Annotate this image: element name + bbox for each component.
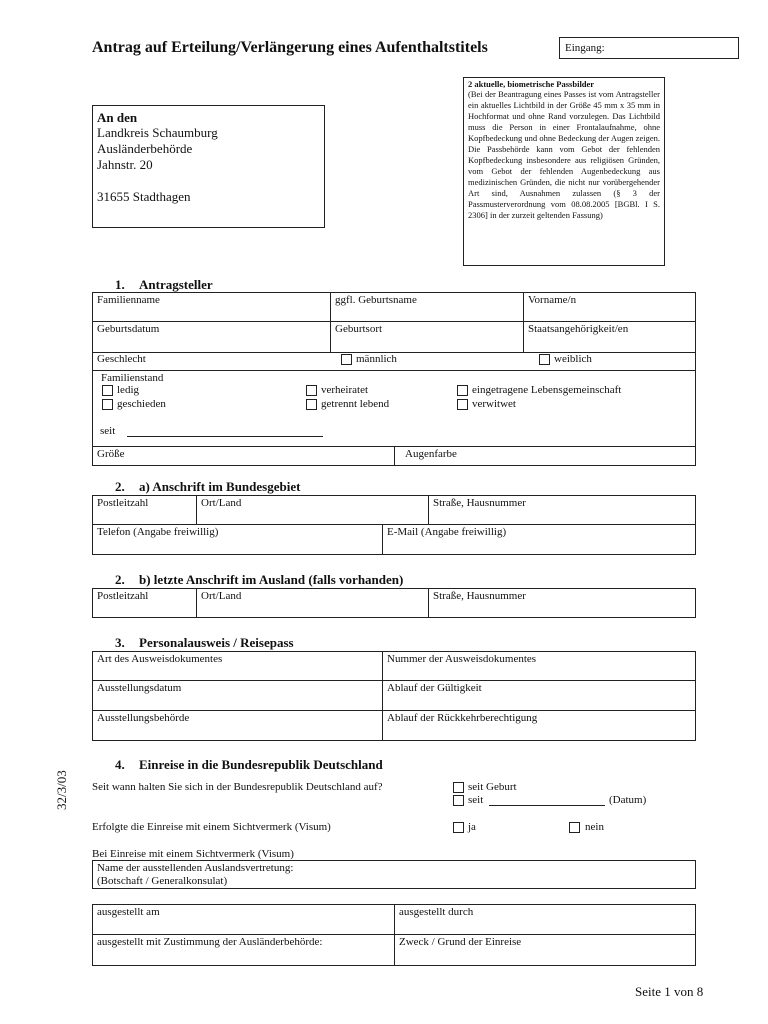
geschlecht-row: Geschlecht bbox=[92, 352, 696, 371]
verheiratet-label: verheiratet bbox=[321, 384, 369, 396]
zweck-field[interactable]: Zweck / Grund der Einreise bbox=[394, 934, 696, 966]
seit-label: seit bbox=[100, 425, 116, 437]
ausweis-nummer-field[interactable]: Nummer der Ausweisdokumentes bbox=[382, 651, 696, 681]
eingang-field[interactable] bbox=[559, 37, 739, 59]
strasse-field[interactable]: Straße, Hausnummer bbox=[428, 495, 696, 525]
ausstellungsdatum-field[interactable]: Ausstellungsdatum bbox=[92, 680, 383, 711]
eingetragen-label: eingetragene Lebensgemeinschaft bbox=[472, 384, 622, 396]
nein-checkbox[interactable] bbox=[569, 822, 580, 833]
section-4-heading: 4. Einreise in die Bundesrepublik Deutschland bbox=[115, 757, 383, 772]
photo-note-box bbox=[463, 77, 665, 266]
address-line: Landkreis Schaumburg bbox=[97, 125, 218, 140]
ablauf-gueltigkeit-field[interactable]: Ablauf der Gültigkeit bbox=[382, 680, 696, 711]
section-2b-heading: 2. b) letzte Anschrift im Ausland (falls vorhanden) bbox=[115, 572, 404, 587]
page-title: Antrag auf Erteilung/Verlängerung eines Aufenthaltstitels bbox=[92, 39, 488, 56]
seit-geburt-checkbox[interactable] bbox=[453, 782, 464, 793]
datum-label: (Datum) bbox=[609, 794, 647, 806]
address-line: Ausländerbehörde bbox=[97, 141, 193, 156]
verwitwet-checkbox[interactable] bbox=[457, 399, 468, 410]
section-3-heading: 3. Personalausweis / Reisepass bbox=[115, 635, 294, 650]
groesse-field[interactable]: Größe bbox=[92, 446, 395, 466]
auslandsvertretung-field[interactable]: Name der ausstellenden Auslandsvertretung: (Botschaft / Generalkonsulat) bbox=[92, 860, 696, 889]
address-heading: An den bbox=[97, 110, 138, 125]
visum-question: Erfolgte die Einreise mit einem Sichtvermerk (Visum) bbox=[92, 821, 331, 833]
weiblich-checkbox[interactable] bbox=[539, 354, 550, 365]
ausgestellt-am-field[interactable]: ausgestellt am bbox=[92, 904, 395, 935]
telefon-field[interactable]: Telefon (Angabe freiwillig) bbox=[92, 524, 383, 555]
ja-checkbox[interactable] bbox=[453, 822, 464, 833]
seit-input-line[interactable] bbox=[127, 436, 323, 437]
maennlich-label: männlich bbox=[356, 353, 397, 365]
email-field[interactable]: E-Mail (Angabe freiwillig) bbox=[382, 524, 696, 555]
eingetragen-checkbox[interactable] bbox=[457, 385, 468, 396]
geschieden-label: geschieden bbox=[117, 398, 166, 410]
address-box bbox=[92, 105, 325, 228]
seit-label: seit bbox=[468, 794, 484, 806]
address-line: Jahnstr. 20 bbox=[97, 157, 153, 172]
side-code: 32/3/03 bbox=[54, 770, 69, 810]
maennlich-checkbox[interactable] bbox=[341, 354, 352, 365]
familienstand-box: Familienstand bbox=[92, 370, 696, 447]
seit-datum-checkbox[interactable] bbox=[453, 795, 464, 806]
staatsangehoerigkeit-field[interactable]: Staatsangehörigkeit/en bbox=[523, 321, 696, 353]
geburtsdatum-field[interactable]: Geburtsdatum bbox=[92, 321, 331, 353]
section-1-heading: 1. Antragsteller bbox=[115, 277, 213, 292]
geschieden-checkbox[interactable] bbox=[102, 399, 113, 410]
ausgestellt-durch-field[interactable]: ausgestellt durch bbox=[394, 904, 696, 935]
getrennt-checkbox[interactable] bbox=[306, 399, 317, 410]
ja-label: ja bbox=[468, 821, 476, 833]
getrennt-label: getrennt lebend bbox=[321, 398, 390, 410]
ausland-ort-field[interactable]: Ort/Land bbox=[196, 588, 429, 618]
ort-field[interactable]: Ort/Land bbox=[196, 495, 429, 525]
geburtsname-field[interactable]: ggfl. Geburtsname bbox=[330, 292, 524, 322]
ledig-label: ledig bbox=[117, 384, 139, 396]
vorname-field[interactable]: Vorname/n bbox=[523, 292, 696, 322]
section-2a-heading: 2. a) Anschrift im Bundesgebiet bbox=[115, 479, 301, 494]
seit-datum-input-line[interactable] bbox=[489, 805, 605, 806]
ausland-plz-field[interactable]: Postleitzahl bbox=[92, 588, 197, 618]
aufenthalt-question: Seit wann halten Sie sich in der Bundesrepublik Deutschland auf? bbox=[92, 781, 383, 793]
visum-einreise-label: Bei Einreise mit einem Sichtvermerk (Visum) bbox=[92, 848, 294, 860]
zustimmung-field[interactable]: ausgestellt mit Zustimmung der Ausländerbehörde: bbox=[92, 934, 395, 966]
familienname-field[interactable]: Familienname bbox=[92, 292, 331, 322]
photo-note-text: (Bei der Beantragung eines Passes ist vom Antragsteller ein aktuelles Lichtbild in der Größe 45 mm x 35 mm in Hochformat und ohne Rand vorzulegen. Das Lichtbild muss die Person in einer Frontalaufnahme, ohne Kopfbedeckung und ohne Bedeckung der Augen zeigen. Die Passbehörde kann vom Gebot der fehlenden Kopfbedeckung insbesondere aus religiösen Gründen, vom Gebot der fehlenden Augenbedeckung aus medizinischen Gründen, die nicht nur vorübergehender Art sind, Ausnahmen zulassen (§ 3 der Passmusterverordnung vom 08.08.2005 [BGBl. I S. 2306] in der zurzeit geltenden Fassung) bbox=[468, 89, 660, 220]
nein-label: nein bbox=[585, 821, 604, 833]
photo-note-heading: 2 aktuelle, biometrische Passbilder bbox=[468, 79, 595, 89]
ledig-checkbox[interactable] bbox=[102, 385, 113, 396]
ausland-strasse-field[interactable]: Straße, Hausnummer bbox=[428, 588, 696, 618]
page-number: Seite 1 von 8 bbox=[635, 984, 704, 999]
eingang-label: Eingang: bbox=[565, 42, 605, 54]
seit-geburt-label: seit Geburt bbox=[468, 781, 517, 793]
verheiratet-checkbox[interactable] bbox=[306, 385, 317, 396]
augenfarbe-field[interactable]: Augenfarbe bbox=[394, 446, 696, 466]
address-line: 31655 Stadthagen bbox=[97, 189, 191, 204]
verwitwet-label: verwitwet bbox=[472, 398, 516, 410]
ausweis-art-field[interactable]: Art des Ausweisdokumentes bbox=[92, 651, 383, 681]
weiblich-label: weiblich bbox=[554, 353, 592, 365]
plz-field[interactable]: Postleitzahl bbox=[92, 495, 197, 525]
rueckkehrberechtigung-field[interactable]: Ablauf der Rückkehrberechtigung bbox=[382, 710, 696, 741]
geburtsort-field[interactable]: Geburtsort bbox=[330, 321, 524, 353]
ausstellungsbehoerde-field[interactable]: Ausstellungsbehörde bbox=[92, 710, 383, 741]
